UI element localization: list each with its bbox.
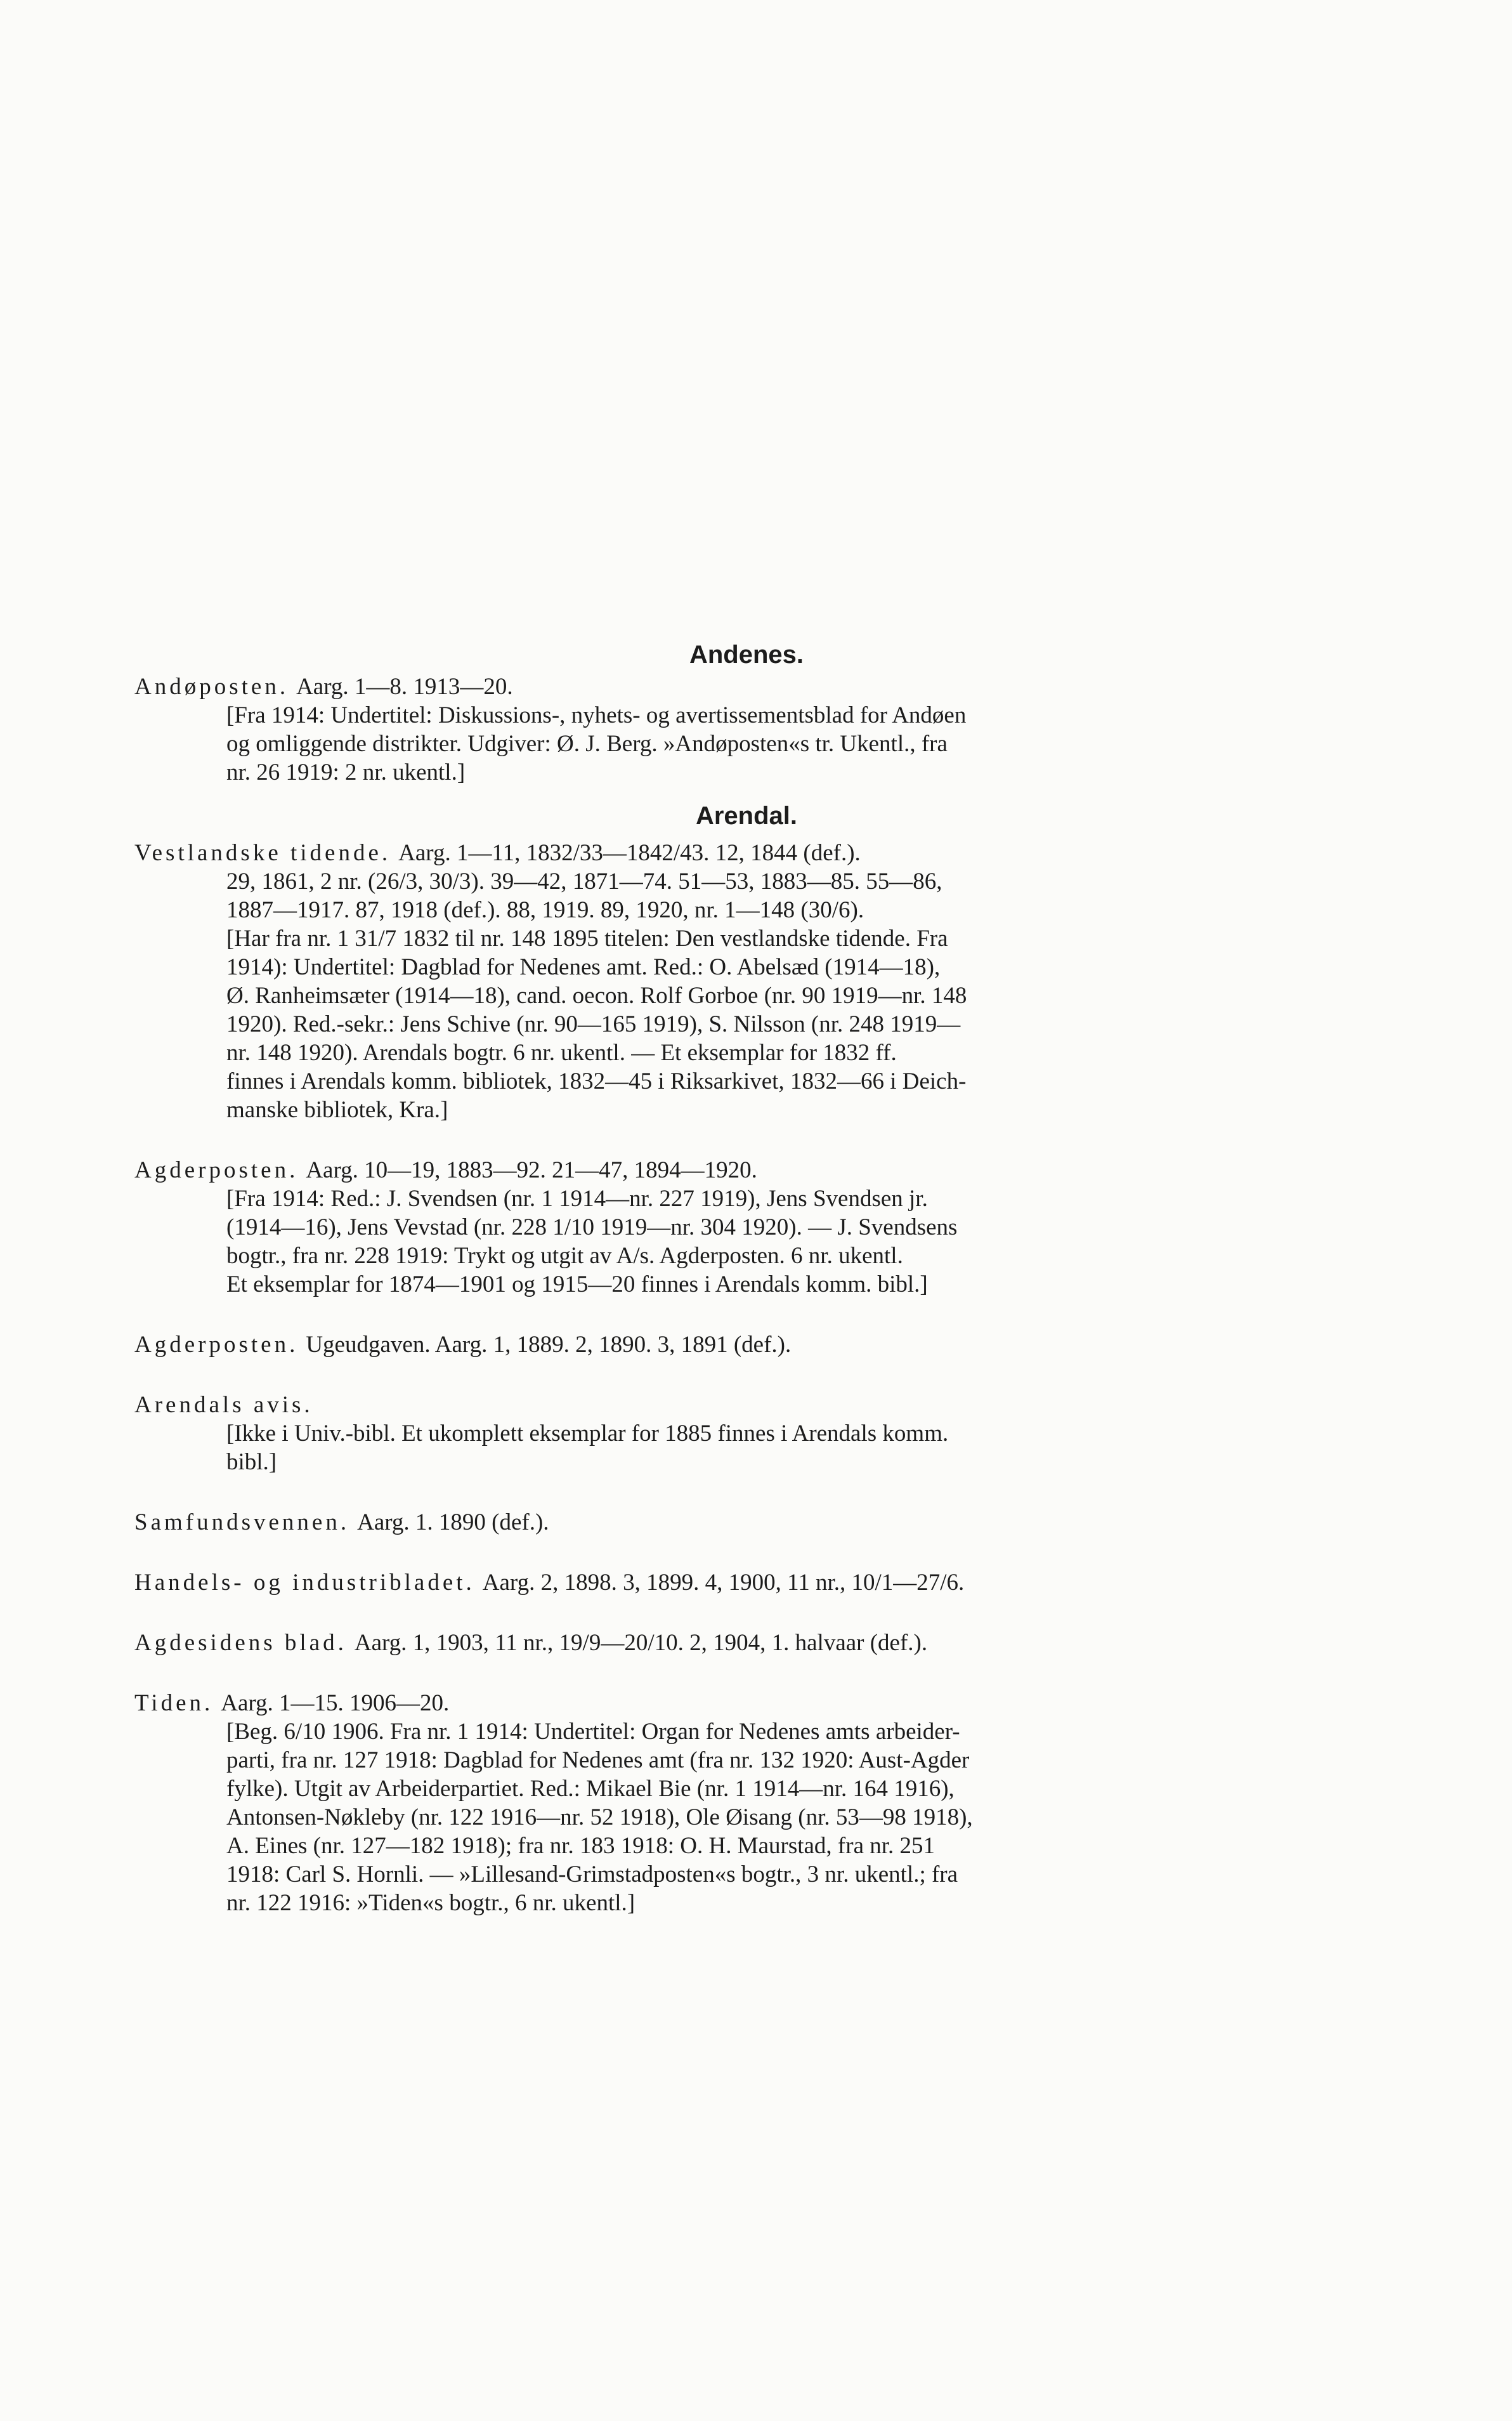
entry-summary: Aarg. 10—19, 1883—92. 21—47, 1894—1920. — [306, 1157, 757, 1183]
entry-note: Antonsen-Nøkleby (nr. 122 1916—nr. 52 1918), Ole Øisang (nr. 53—98 1918), — [226, 1804, 973, 1830]
entry-note: og omliggende distrikter. Udgiver: Ø. J. Berg. »Andøposten«s tr. Ukentl., fra — [226, 731, 948, 757]
entry-title: Agderposten. — [134, 1332, 299, 1358]
entry-note: [Har fra nr. 1 31/7 1832 til nr. 148 1895 titelen: Den vestlandske tidende. Fra — [226, 926, 948, 952]
entry-summary: Aarg. 1—8. 1913—20. — [296, 674, 513, 700]
entry-handels-og-industribladet — [134, 1568, 1263, 1597]
entry-andoposten — [134, 672, 1263, 787]
entry-note: 1914): Undertitel: Dagblad for Nedenes amt. Red.: O. Abelsæd (1914—18), — [226, 954, 941, 980]
entry-summary: Aarg. 1—11, 1832/33—1842/43. 12, 1844 (def.). — [398, 840, 861, 866]
entry-note: [Fra 1914: Undertitel: Diskussions-, nyhets- og avertissementsblad for Andøen — [226, 702, 967, 728]
entry-title: Handels- og industribladet. — [134, 1570, 475, 1596]
entry-title: Vestlandske tidende. — [134, 840, 391, 866]
entry-note: Et eksemplar for 1874—1901 og 1915—20 finnes i Arendals komm. bibl.] — [226, 1271, 928, 1297]
entry-title-line — [134, 1508, 1263, 1537]
entry-note: finnes i Arendals komm. bibliotek, 1832—45 i Riksarkivet, 1832—66 i Deich- — [226, 1068, 967, 1094]
entry-title: Samfundsvennen. — [134, 1509, 350, 1535]
entry-title: Arendals avis. — [134, 1392, 313, 1418]
entry-note: bibl.] — [226, 1449, 277, 1475]
entry-note: (1914—16), Jens Vevstad (nr. 228 1/10 1919—nr. 304 1920). — J. Svendsens — [226, 1214, 958, 1240]
entry-title-line — [134, 672, 1263, 701]
entry-note: Ø. Ranheimsæter (1914—18), cand. oecon. Rolf Gorboe (nr. 90 1919—nr. 148 — [226, 983, 967, 1009]
entry-note: [Ikke i Univ.-bibl. Et ukomplett eksemplar for 1885 finnes i Arendals komm. — [226, 1420, 949, 1447]
entry-summary: Aarg. 2, 1898. 3, 1899. 4, 1900, 11 nr., 10/1—27/6. — [482, 1570, 965, 1596]
entry-arendals-avis — [134, 1391, 1263, 1476]
entry-note: [Fra 1914: Red.: J. Svendsen (nr. 1 1914—nr. 227 1919), Jens Svendsen jr. — [226, 1186, 928, 1212]
entry-title-line — [134, 1391, 1263, 1419]
entry-title-line — [134, 1156, 1263, 1184]
entry-vestlandske-tidende — [134, 839, 1263, 1124]
entry-agdesidens-blad — [134, 1629, 1263, 1657]
entry-note: parti, fra nr. 127 1918: Dagblad for Nedenes amt (fra nr. 132 1920: Aust-Agder — [226, 1747, 970, 1773]
entry-title: Andøposten. — [134, 674, 289, 700]
entry-samfundsvennen — [134, 1508, 1263, 1537]
entry-note: nr. 148 1920). Arendals bogtr. 6 nr. ukentl. — Et eksemplar for 1832 ff. — [226, 1040, 897, 1066]
entry-note: nr. 122 1916: »Tiden«s bogtr., 6 nr. ukentl.] — [226, 1890, 635, 1916]
entry-tiden — [134, 1689, 1263, 1917]
entry-agderposten-ugeudgaven — [134, 1330, 1263, 1359]
entry-note: bogtr., fra nr. 228 1919: Trykt og utgit av A/s. Agderposten. 6 nr. ukentl. — [226, 1243, 903, 1269]
entry-title-line — [134, 1330, 1263, 1359]
section-heading-andenes: Andenes. — [689, 641, 804, 669]
entry-note: nr. 26 1919: 2 nr. ukentl.] — [226, 759, 466, 785]
entry-note: [Beg. 6/10 1906. Fra nr. 1 1914: Undertitel: Organ for Nedenes amts arbeider- — [226, 1719, 960, 1745]
entry-summary: Aarg. 1. 1890 (def.). — [357, 1509, 549, 1535]
entry-summary: Aarg. 1, 1903, 11 nr., 19/9—20/10. 2, 1904, 1. halvaar (def.). — [354, 1630, 928, 1656]
section-heading-arendal: Arendal. — [695, 802, 798, 830]
page-content — [134, 628, 1263, 1917]
entry-title-line — [134, 1629, 1263, 1657]
entry-note: manske bibliotek, Kra.] — [226, 1097, 448, 1123]
entry-note: fylke). Utgit av Arbeiderpartiet. Red.: Mikael Bie (nr. 1 1914—nr. 164 1916), — [226, 1776, 955, 1802]
entry-title-line — [134, 1689, 1263, 1717]
entry-note: A. Eines (nr. 127—182 1918); fra nr. 183 1918: O. H. Maurstad, fra nr. 251 — [226, 1833, 935, 1859]
entry-note: 1920). Red.-sekr.: Jens Schive (nr. 90—165 1919), S. Nilsson (nr. 248 1919— — [226, 1011, 961, 1037]
entry-title-line — [134, 1568, 1263, 1597]
entry-summary-line: 29, 1861, 2 nr. (26/3, 30/3). 39—42, 1871—74. 51—53, 1883—85. 55—86, — [226, 869, 942, 895]
entry-note: 1918: Carl S. Hornli. — »Lillesand-Grimstadposten«s bogtr., 3 nr. ukentl.; fra — [226, 1861, 958, 1887]
entry-title: Agderposten. — [134, 1157, 299, 1183]
entry-title: Tiden. — [134, 1690, 214, 1716]
entry-title-line — [134, 839, 1263, 867]
entry-summary: Ugeudgaven. Aarg. 1, 1889. 2, 1890. 3, 1891 (def.). — [306, 1332, 792, 1358]
entry-summary-line: 1887—1917. 87, 1918 (def.). 88, 1919. 89, 1920, nr. 1—148 (30/6). — [226, 897, 864, 923]
entry-agderposten — [134, 1156, 1263, 1299]
entry-title: Agdesidens blad. — [134, 1630, 347, 1656]
entry-summary: Aarg. 1—15. 1906—20. — [221, 1690, 450, 1716]
